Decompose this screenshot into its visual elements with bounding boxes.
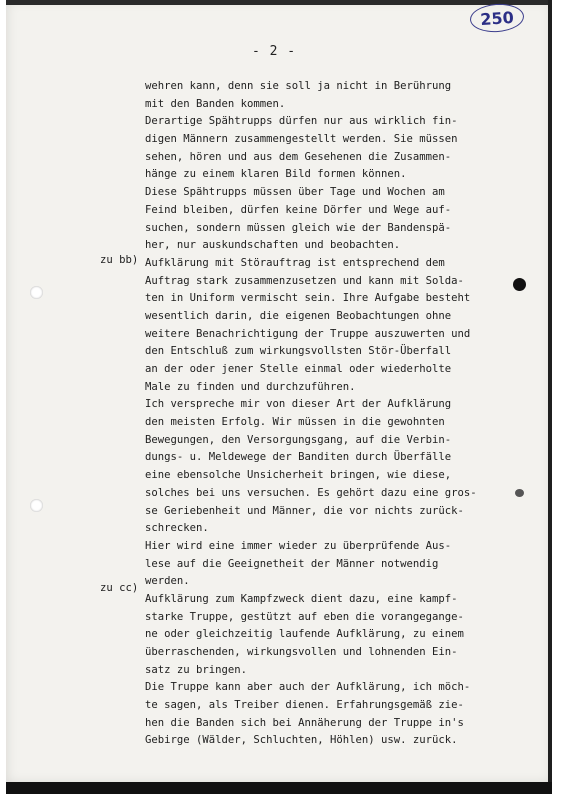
scan-edge-right	[548, 0, 552, 790]
text-line: Male zu finden und durchzuführen.	[145, 380, 356, 393]
text-line: Diese Spähtrupps müssen über Tage und Wochen am	[145, 186, 445, 199]
scan-edge-top	[6, 0, 552, 5]
text-line: ne oder gleichzeitig laufende Aufklärung, zu einem	[145, 628, 464, 641]
text-line: dungs- u. Meldewege der Banditen durch Überfälle	[145, 451, 452, 464]
text-line: lese auf die Geeignetheit der Männer notwendig	[145, 557, 439, 570]
text-line: solches bei uns versuchen. Es gehört dazu eine gros-	[145, 486, 477, 499]
text-line: wesentlich darin, die eigenen Beobachtungen ohne	[145, 309, 452, 322]
section-marker-cc: zu cc)	[100, 582, 139, 594]
punch-hole-lower	[30, 499, 43, 512]
text-line: se Geriebenheit und Männer, die vor nichts zurück-	[145, 504, 464, 517]
text-line: den meisten Erfolg. Wir müssen in die gewohnten	[145, 416, 445, 429]
text-line: Bewegungen, den Versorgungsgang, auf die Verbin-	[145, 433, 452, 446]
text-line: Auftrag stark zusammenzusetzen und kann mit Solda-	[145, 274, 464, 287]
text-line: den Entschluß zum wirkungsvollsten Stör-Überfall	[145, 345, 452, 358]
text-line: Aufklärung zum Kampfzweck dient dazu, eine kampf-	[145, 592, 458, 605]
text-line: sehen, hören und aus dem Gesehenen die Zusammen-	[145, 150, 452, 163]
text-line: Hier wird eine immer wieder zu überprüfende Aus-	[145, 539, 452, 552]
text-line: ten in Uniform vermischt sein. Ihre Aufgabe besteht	[145, 292, 471, 305]
text-line: schrecken.	[145, 522, 209, 535]
text-line: satz zu bringen.	[145, 663, 248, 676]
text-line: an der oder jener Stelle einmal oder wiederholte	[145, 363, 452, 375]
scan-edge-bottom	[6, 782, 552, 794]
text-line: überraschenden, wirkungsvollen und lohnenden Ein-	[145, 646, 458, 658]
text-line: digen Männern zusammengestellt werden. Sie müssen	[145, 133, 458, 146]
text-line: hänge zu einem klaren Bild formen können.	[145, 168, 407, 181]
text-line: werden.	[145, 575, 190, 588]
text-line: Die Truppe kann aber auch der Aufklärung, ich möch-	[145, 681, 471, 694]
section-marker-bb: zu bb)	[100, 254, 139, 266]
text-line: te sagen, als Treiber dienen. Erfahrungsgemäß zie-	[145, 699, 464, 712]
text-line: Feind bleiben, dürfen keine Dörfer und Wege auf-	[145, 203, 452, 216]
text-line: Ich verspreche mir von dieser Art der Aufklärung	[145, 398, 452, 411]
text-line: wehren kann, denn sie soll ja nicht in Berührung	[145, 80, 452, 92]
text-line: hen die Banden sich bei Annäherung der Truppe in's	[145, 716, 464, 729]
text-line: Aufklärung mit Störauftrag ist entsprechend dem	[145, 256, 445, 269]
text-line: Derartige Spähtrupps dürfen nur aus wirklich fin-	[145, 115, 458, 128]
text-line: starke Truppe, gestützt auf eben die vorangegange-	[145, 610, 464, 623]
punch-hole-upper	[30, 286, 43, 299]
text-line: Gebirge (Wälder, Schluchten, Höhlen) usw. zurück.	[145, 734, 458, 747]
text-line: weitere Benachrichtigung der Truppe auszuwerten und	[145, 327, 471, 340]
folio-stamp: 250	[469, 2, 525, 34]
text-line: suchen, sondern müssen gleich wie der Bandenspä-	[145, 221, 452, 234]
text-line: her, nur auskundschaften und beobachten.	[145, 239, 401, 252]
body-text	[145, 78, 545, 750]
text-line: mit den Banden kommen.	[145, 97, 286, 110]
text-line: eine ebensolche Unsicherheit bringen, wie diese,	[145, 469, 452, 482]
page-number: - 2 -	[252, 44, 297, 59]
